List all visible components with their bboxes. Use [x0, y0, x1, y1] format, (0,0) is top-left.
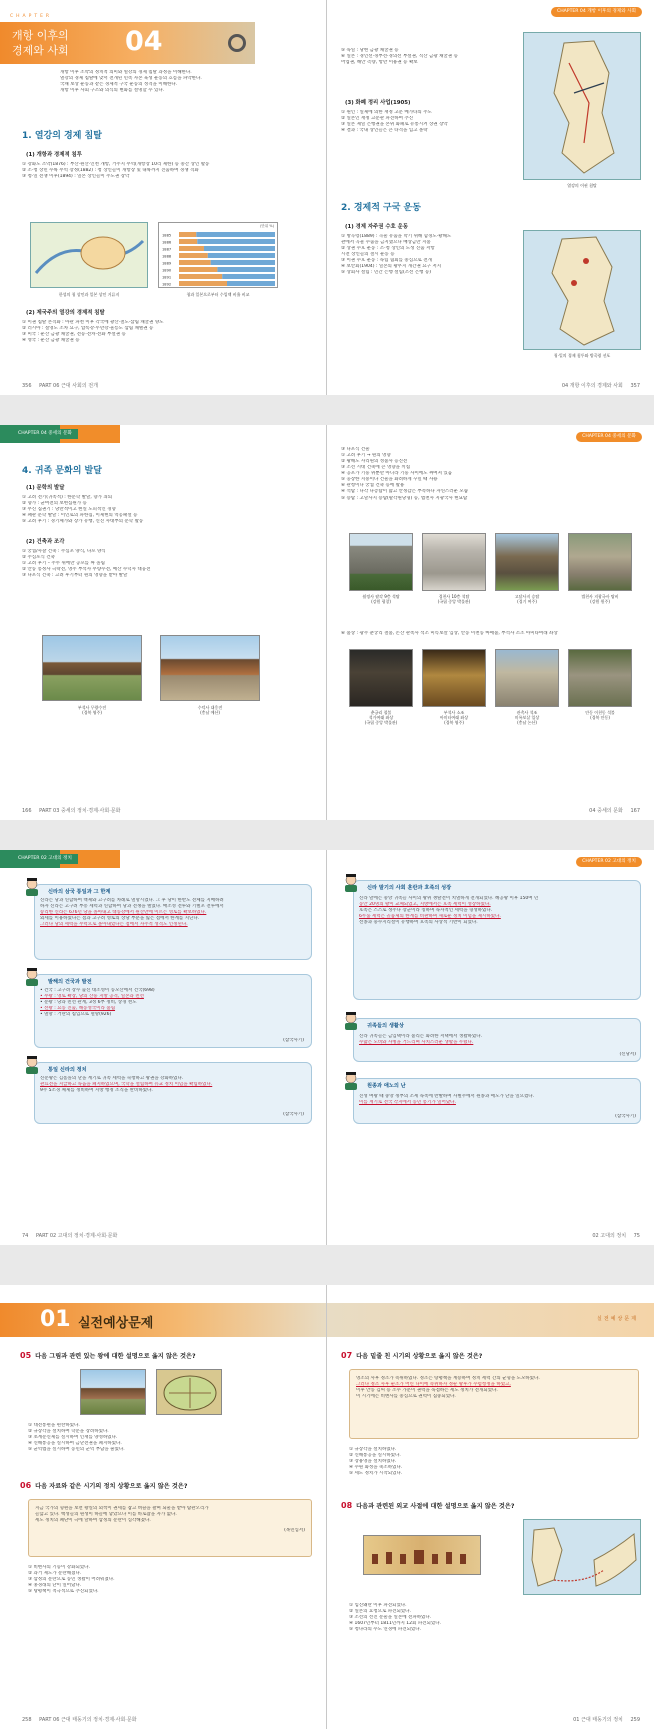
box-line: 수많은 노비와 사병을 거느리며 사치스러운 생활을 누렸다.	[359, 1040, 474, 1046]
page-74	[0, 850, 327, 1245]
passage-line: 이 시기에는 비변사를 중심으로 권력이 집중되었다.	[356, 1394, 456, 1400]
chart-bar-segment	[227, 281, 275, 286]
box-line: 동안 20명의 왕이 교체되었고, 지방에서는 호족 세력이 성장하였다.	[359, 902, 491, 908]
page-258	[0, 1285, 327, 1729]
answer-option[interactable]: ⑤ 균역법을 실시하여 농민의 군역 부담을 줄였다.	[28, 1447, 125, 1453]
intro-item: 열강의 경제 침탈에 맞서 전개된 민족 자본 육성 운동의 흐름을 파악한다.	[60, 76, 202, 82]
chart-year-label: 1892	[162, 282, 172, 287]
list-item: ③ 다포식 건물	[341, 447, 370, 452]
chapter-title-banner	[0, 14, 255, 64]
passage-line: 세도 정치의 폐단이 극에 달하여 삼정의 문란이 심각해졌다.	[35, 1518, 151, 1524]
question-08: 08 다음과 관련된 외교 사절에 대한 설명으로 옳지 않은 것은?	[341, 1501, 515, 1510]
page-167	[327, 425, 654, 820]
page-number: 02 고대의 정치 75	[592, 1233, 640, 1239]
figure-caption: 한성의 청 상인과 일본 상인 거류지	[58, 292, 120, 297]
page-number: 74 PART 02 고대의 정치·경제·사회·문화	[22, 1233, 118, 1239]
chapter-number: 04	[125, 26, 163, 57]
artifact-photo	[422, 533, 486, 591]
page-number: 01 근대 태동기의 정치 259	[573, 1717, 640, 1723]
answer-option[interactable]: ② 일본의 요청으로 파견되었다.	[349, 1609, 411, 1615]
page-number: 04 개항 이후의 경제와 사회 357	[561, 383, 640, 389]
list-item: ⑥ 일본 : 경인선·경부선·경의선 부설권, 직산 금광 채굴권 등	[341, 54, 458, 60]
answer-option[interactable]: ⑤ 탕평책이 적극적으로 추진되었다.	[28, 1589, 99, 1595]
passage-line: 들끓고 있다. 백성들의 원성이 하늘에 닿았으나 이를 바로잡을 자가 없다.	[35, 1512, 177, 1518]
chapter-chip: CHAPTER 02 고대의 정치	[12, 854, 78, 864]
page-259	[327, 1285, 654, 1729]
chapter-title-line2: 경제와 사회	[12, 44, 69, 57]
box-line: • 멸망 : 거란의 침입으로 멸망(926)	[40, 1012, 112, 1018]
sub-heading: (1) 개항과 경제적 침투	[26, 152, 82, 158]
answer-option[interactable]: ① 비변사의 기능이 강화되었다.	[28, 1565, 90, 1570]
chart-bar-segment	[179, 281, 227, 286]
chart-year-label: 1885	[162, 233, 172, 238]
list-item: ④ 공포가 기둥 위뿐만 아니라 기둥 사이에도 짜여져 있음	[341, 471, 453, 477]
temple-photo	[160, 635, 260, 701]
chart-bar-segment	[208, 253, 275, 258]
photo-caption: 고달사지 승탑 (경기 여주)	[514, 594, 540, 605]
list-item: 관에서 곡물 수출을 금지했으나 배상금만 지불	[341, 240, 431, 246]
answer-option[interactable]: ④ 수원 화성을 축조하였다.	[349, 1465, 403, 1471]
chapter-intro-list	[60, 70, 250, 94]
list-item: ⑤ 상회사 설립 : 민간 은행 설립(조선 은행 등)	[341, 270, 432, 276]
list-item: ① 강화도 조약(1876) : 부산·원산·인천 개항, 거주지 무역(개항장 10리 제한) 등 중간 상인 활동	[22, 162, 210, 167]
photo-caption: 부석사 소조 아미타여래 좌상 (경북 영주)	[439, 710, 469, 726]
chart-bar-segment	[179, 274, 222, 279]
chart-bar-segment	[217, 267, 275, 272]
chart-year-label: 1886	[162, 240, 172, 245]
source-note: (삼국사기)	[615, 1114, 636, 1119]
list-item: 어업권, 해안 측량, 항만 이용권 등 확보	[341, 60, 418, 66]
map-drawing	[524, 231, 642, 351]
section-heading: 4. 귀족 문화의 발달	[22, 466, 102, 476]
section-heading: 1. 열강의 경제 침탈	[22, 131, 102, 141]
box-line: 진성 여왕 때 중앙 정부의 조세 독촉에 반발하여 사벌주에서 원종과 애노가 난을 일으켰다.	[359, 1094, 535, 1099]
intro-item: 개항 이후 사회 구조와 의식의 변화를 설명할 수 있다.	[60, 88, 165, 94]
sub-heading: (3) 화폐 정리 사업(1905)	[345, 100, 411, 106]
spread-3	[0, 850, 654, 1245]
chapter-title-line1: 개항 이후의	[12, 29, 69, 42]
photo-caption: 춘궁리 철불 석가여래 좌상 (국립 중앙 박물관)	[364, 710, 398, 726]
chart-bar-segment	[179, 253, 208, 258]
chart-year-label: 1891	[162, 275, 172, 280]
answer-option[interactable]: ④ 신해통공을 실시하여 금난전권을 폐지하였다.	[28, 1441, 122, 1447]
ring-decoration-icon	[228, 34, 246, 52]
box-line: 호족은 스스로 성주나 장군이라 칭하며 독자적인 세력을 형성하였다.	[359, 908, 493, 914]
concession-map	[523, 32, 641, 180]
list-item: ③ 미국 : 운산 금광 채굴권, 전등·전차·전화 부설권 등	[22, 332, 126, 338]
list-item: ③ 무신 집권기 : 낭만적이고 현실 도피적인 경향	[22, 507, 116, 513]
spread-2	[0, 425, 654, 820]
list-item: ⑤ 승탑 : 고달사지 승탑(팔각원당형) 등, 법천사 지광국사 현묘탑	[341, 495, 468, 501]
answer-option[interactable]: ① 규장각을 설치하였다.	[349, 1447, 397, 1452]
answer-option[interactable]: ② 규장각을 설치하여 학문을 장려하였다.	[28, 1429, 109, 1435]
map-drawing	[524, 1520, 642, 1596]
list-item: ④ 석탑 : 다각 다층탑이 많고 안정감은 부족하나 자연스러운 모습	[341, 489, 469, 495]
artifact-photo	[495, 533, 559, 591]
figure-caption: 열강의 이권 침탈	[567, 183, 597, 188]
chart-bar-segment	[179, 232, 196, 237]
seoul-merchant-map	[30, 222, 148, 288]
answer-option[interactable]: ④ 1607년부터 1811년까지 12회 파견되었다.	[349, 1621, 441, 1627]
exam-banner-right	[327, 1303, 654, 1337]
chapter-chip: CHAPTER 02 고대의 정치	[576, 857, 642, 867]
source-passage-box	[28, 1499, 312, 1557]
spread-1	[0, 0, 654, 395]
envoy-procession-painting	[363, 1535, 481, 1575]
box-line: 선종과 풍수지리설이 유행하여 호족의 사상적 기반이 되었다.	[359, 920, 478, 926]
chart-bar-segment	[179, 239, 197, 244]
box-line: 외세를 이용하였다는 점과 고구려 영토의 상당 부분을 잃은 점에서 한계를 지닌다.	[40, 916, 200, 922]
chapter-chip: CHAPTER 04 중세의 문화	[576, 432, 642, 442]
chart-year-label: 1888	[162, 254, 172, 259]
photo-caption: 관촉사 석조 미륵보살 입상 (충남 논산)	[514, 710, 540, 726]
palace-photo	[80, 1369, 146, 1415]
artifact-photo	[422, 649, 486, 707]
chart-legend: (단위 %)	[260, 224, 274, 228]
page-75	[327, 850, 654, 1245]
passage-line: 그러나 정조 사후 순조가 어린 나이에 즉위하자 정순 왕후가 수렴청정을 하였고,	[356, 1382, 511, 1388]
page-number: 04 중세의 문화 167	[589, 808, 640, 814]
page-356	[0, 0, 327, 395]
chart-bar-segment	[179, 246, 204, 251]
chart-year-label: 1887	[162, 247, 172, 252]
fortress-map-image	[156, 1369, 222, 1415]
list-item: ③ 청·일 전쟁 이후(1894) : 일본 상인들이 주도권 장악	[22, 174, 130, 180]
list-item: ⑥ 불상 : 광주 춘궁리 철불, 논산 관촉사 석조 미륵보살 입상, 안동 이천동 마애불, 부석사 소조 아미타여래 좌상	[341, 631, 558, 636]
list-item: ② 황해도 사리원의 성불사 응진전	[341, 459, 408, 465]
list-item: ① 원인 : 일제에 의한 재정 고문 메가타의 주도	[341, 110, 432, 115]
question-05: 05 다음 그림과 관련 있는 왕에 대한 설명으로 옳지 않은 것은?	[20, 1351, 196, 1360]
box-title: 신라의 삼국 통일과 그 한계	[48, 889, 111, 895]
chart-bar-segment	[197, 239, 275, 244]
list-item: ⑥ 관청이나 궁궐 건축 등에 활용	[341, 483, 405, 489]
answer-option[interactable]: ① 대전통편을 편찬하였다.	[28, 1423, 80, 1428]
source-note: (목민심서)	[284, 1528, 305, 1534]
fortress-drawing	[157, 1370, 223, 1416]
answer-option[interactable]: ⑤ 청나라의 수도 연경에 파견되었다.	[349, 1627, 422, 1633]
list-item: ② 조·청 상민 수륙 무역 장정(1882) : 청 상인들이 개항장 및 내륙까지 진출하여 경쟁 격화	[22, 168, 199, 174]
answer-option[interactable]: ⑤ 세도 정치가 시작되었다.	[349, 1471, 403, 1477]
list-item: ② 향가 : 균여전의 보현십원가 등	[22, 501, 87, 507]
list-item: ① 방곡령(1889) : 곡물 유출을 막기 위해 함경도·황해도	[341, 234, 452, 239]
temple-photo	[42, 635, 142, 701]
box-line: 9주 5소경 체제를 정비하여 지방 행정 조직을 완비하였다.	[40, 1088, 153, 1094]
box-line: 6두품 세력은 골품제의 한계를 비판하며 새로운 정치 이념을 제시하였다.	[359, 914, 501, 920]
chart-bar-segment	[179, 267, 217, 272]
exam-title: 실전예상문제	[78, 1316, 154, 1331]
chapter-chip: CHAPTER 04 개항 이후의 경제와 사회	[551, 7, 642, 17]
list-item: ③ 조선 시대 건축에 큰 영향을 끼침	[341, 465, 411, 471]
intro-item: 국채 보상 운동과 같은 경제적 구국 운동의 성격을 이해한다.	[60, 82, 178, 88]
answer-option[interactable]: ② 신해통공을 실시하였다.	[349, 1453, 401, 1459]
spread-4	[0, 1285, 654, 1729]
box-line: 신라 말에는 중앙 귀족들 사이의 왕위 쟁탈전이 치열하게 전개되었다. 혜공왕 이후 150여 년	[359, 896, 539, 901]
chapter-number: 01	[40, 1307, 71, 1332]
chapter-chip: CHAPTER 04 중세의 문화	[12, 429, 78, 439]
chart-year-label: 1890	[162, 268, 172, 273]
box-line: • 무왕 : 영토 확장, 당의 산둥 지방 공격, 일본과 친선	[40, 994, 144, 1000]
box-title: 귀족들의 생활상	[367, 1023, 404, 1029]
artifact-photo	[568, 533, 632, 591]
chart-bar-segment	[222, 274, 275, 279]
list-item: 시전 상인들의 철시 운동 등	[341, 252, 395, 258]
list-item: ④ 보안회(1904) : 일본의 황무지 개간권 요구 저지	[341, 264, 442, 270]
answer-option[interactable]: ④ 홍경래의 난이 일어났다.	[28, 1583, 82, 1589]
box-title: 통일 신라의 정치	[48, 1067, 87, 1073]
list-item: ⑤ 웅장한 지붕이나 건물을 화려하게 꾸밀 때 사용	[341, 477, 438, 483]
chart-year-label: 1889	[162, 261, 172, 266]
scholar-avatar-icon	[343, 874, 359, 892]
list-item: ① 고려 후기 – 주두 위에만 공포를 짜 올림	[22, 561, 105, 567]
page-number: 258 PART 06 근대 태동기의 정치·경제·사회·문화	[22, 1717, 137, 1723]
box-title: 원종과 애노의 난	[367, 1083, 406, 1089]
list-item: ① 고려 전기(귀족적) : 한문학 발달, 향가 쇠퇴	[22, 495, 113, 500]
box-line: • 선왕 : 요동 진출, 해동성국이라 불림	[40, 1006, 116, 1012]
list-item: ③ 다포식 건축 : 고려 후기부터 원의 영향을 받아 발달	[22, 573, 128, 579]
photo-caption: 부석사 무량수전 (경북 영주)	[77, 705, 107, 716]
answer-option[interactable]: ① 임진왜란 이후 파견되었다.	[349, 1603, 407, 1608]
passage-line: 지금 국가의 형편을 보면 왕실의 외척이 권세를 잡고 벼슬을 팔며 뇌물을 받아 탐관오리가	[35, 1506, 209, 1511]
scholar-avatar-icon	[24, 1056, 40, 1074]
intro-item: 개항 이후 조약의 정치적 의미와 열강의 경제 침탈 과정을 이해한다.	[60, 70, 192, 75]
photo-caption: 안동 이천동 석불 (경북 안동)	[585, 710, 615, 721]
list-item: ② 주심포식 건축	[22, 555, 55, 561]
box-line: 신라는 당과 연합하여 백제와 고구려를 차례로 멸망시켰다. 그 후 당이 한반도 전체를 지배하려	[40, 898, 224, 903]
figure-caption: 청·일의 경제 침투와 방곡령 선포	[553, 353, 611, 358]
answer-option[interactable]: ③ 초계문신제를 실시하여 인재를 양성하였다.	[28, 1435, 118, 1441]
source-note: (삼국사기)	[283, 1038, 304, 1043]
artifact-photo	[568, 649, 632, 707]
box-line: 신라 귀족들은 금입택이라 불리는 화려한 저택에서 생활하였다.	[359, 1034, 483, 1039]
list-item: ② 러시아 : 절영도 조차 요구, 압록강·두만강·울릉도 삼림 채벌권 등	[22, 326, 154, 332]
chart-bar-segment	[211, 260, 275, 265]
sub-heading: (1) 문학의 발달	[26, 485, 65, 491]
sub-heading: (2) 건축과 조각	[26, 539, 65, 545]
source-note: (삼국사기)	[283, 1112, 304, 1117]
question-06: 06 다음 자료와 같은 시기의 정치 상황으로 옳지 않은 것은?	[20, 1481, 188, 1490]
list-item: ② 상권 수호 운동 : 조·청 상인의 도성 진출 저항	[341, 246, 435, 252]
chart-bar-segment	[204, 246, 275, 251]
artifact-photo	[495, 649, 559, 707]
list-item: ④ 패관 문학 발달 : 이인로의 파한집, 이제현의 역옹패설 등	[22, 513, 138, 519]
exam-header: 실전예상문제	[597, 1316, 638, 1322]
source-note: (신당서)	[619, 1052, 636, 1057]
list-item: ④ 결과 : 국내 상인들은 큰 타격을 입고 몰락	[341, 128, 428, 134]
box-line: 하자 신라는 고구려 부흥 세력과 연합하여 당과 전쟁을 벌였다. 매소성 전투와 기벌포 전투에서	[40, 904, 224, 910]
page-number: 356 PART 06 근대 사회의 전개	[22, 383, 98, 389]
import-ratio-chart	[158, 222, 278, 288]
box-line: 신문왕은 김흠돌의 난을 계기로 귀족 세력을 숙청하고 왕권을 강화하였다.	[40, 1076, 184, 1081]
photo-caption: 수덕사 대웅전 (충남 예산)	[197, 705, 223, 716]
question-07: 07 다음 밑줄 친 시기의 상황으로 옳지 않은 것은?	[341, 1351, 483, 1360]
passage-line: 영조의 사후 정조가 즉위하였다. 정조는 탕평책을 계승하여 정치 세력 간의 균형을 도모하였다.	[356, 1376, 540, 1381]
procession-drawing	[364, 1536, 482, 1576]
box-line: 관료전을 지급하고 녹읍을 폐지하였으며, 국학을 설립하여 유교 정치 이념을 확립하였다.	[40, 1082, 213, 1088]
answer-option[interactable]: ② 과거 제도가 문란해졌다.	[28, 1571, 82, 1577]
box-line: • 건국 : 고구려 장수 출신 대조영이 동모산에서 건국(698)	[40, 988, 155, 993]
list-item: ④ 영국 : 운산 금광 채굴권 등	[22, 338, 80, 344]
list-item: ③ 일본 제일 은행권을 본위 화폐로 유통시켜 상권 장악	[341, 122, 448, 128]
artifact-photo	[349, 533, 413, 591]
list-item: ② 일본인 재정 고문관 파견하여 추진	[341, 116, 414, 122]
sub-heading: (2) 제국주의 열강의 경제적 침탈	[26, 310, 105, 316]
list-item: ⑤ 독일 : 당현 금광 채굴권 등	[341, 48, 399, 53]
box-line: 그러나 당의 세력을 무력으로 몰아내었다는 점에서 자주적 성격도 인정된다.	[40, 922, 188, 928]
list-item: ① 궁궐/사찰 건축 : 주심포 양식, 다포 양식	[22, 549, 106, 554]
list-item: ① 고려 후기 → 원의 영향	[341, 453, 391, 459]
scholar-avatar-icon	[24, 968, 40, 986]
box-title: 발해의 건국과 발전	[48, 979, 92, 985]
page-166	[0, 425, 327, 820]
page-357	[327, 0, 654, 395]
source-passage-box	[349, 1369, 639, 1439]
list-item: ③ 이권 수호 운동 : 독립 협회를 중심으로 전개	[341, 258, 432, 264]
list-item: ⑤ 고려 후기 : 경기체가와 장가 유행, 신진 사대부의 문학 활동	[22, 519, 144, 525]
photo-caption: 경천사 10층 석탑 (국립 중앙 박물관)	[437, 594, 471, 605]
scholar-avatar-icon	[24, 878, 40, 896]
box-title: 신라 말기의 사회 혼란과 호족의 성장	[367, 885, 452, 891]
exam-banner	[0, 1303, 327, 1337]
grain-embargo-map	[523, 230, 641, 350]
box-line: • 문왕 : 당과 친선 관계, 3성 6부 정비, 상경 천도	[40, 1000, 137, 1006]
sub-heading: (1) 경제 자주권 수호 운동	[345, 224, 409, 230]
map-drawing	[524, 33, 642, 181]
section-heading: 2. 경제적 구국 운동	[341, 203, 421, 213]
answer-option[interactable]: ③ 삼정의 문란으로 농민 생활이 어려워졌다.	[28, 1577, 115, 1583]
photo-caption: 법천사 지광국사 탑비 (강원 원주)	[581, 594, 619, 605]
figure-caption: 청과 일본으로부터 수입액 비율 비교	[186, 292, 250, 297]
envoy-route-map	[523, 1519, 641, 1595]
scholar-avatar-icon	[343, 1012, 359, 1030]
chapter-label: CHAPTER	[10, 14, 53, 19]
list-item: ① 이권 침탈 본격화 : 아관 파천 이후 각국에 광산·철도·삼림 채굴권 양도	[22, 320, 164, 325]
box-line: 이를 계기로 전국 각지에서 농민 봉기가 일어났다.	[359, 1100, 456, 1106]
chart-bar-segment	[196, 232, 275, 237]
page-number: 166 PART 03 중세의 정치·경제·사회·문화	[22, 808, 121, 814]
passage-line: 이후 안동 김씨 등 소수 가문이 권력을 독점하는 세도 정치가 전개되었다.	[356, 1388, 498, 1394]
chart-bar-segment	[179, 260, 211, 265]
answer-option[interactable]: ③ 장용영을 설치하였다.	[349, 1459, 397, 1465]
list-item: ② 안동 봉정사 극락전, 영주 부석사 무량수전, 예산 수덕사 대웅전	[22, 567, 151, 573]
chart-bars	[159, 223, 279, 289]
answer-option[interactable]: ③ 조선의 선진 문물을 일본에 전파하였다.	[349, 1615, 432, 1621]
box-line: 승리한 신라는 676년 당을 몰아내고 대동강에서 원산만에 이르는 영토를 확보하였다.	[40, 910, 207, 916]
map-drawing	[31, 223, 149, 289]
scholar-avatar-icon	[343, 1072, 359, 1090]
artifact-photo	[349, 649, 413, 707]
photo-caption: 월정사 팔각 9층 석탑 (강원 평창)	[362, 594, 400, 605]
